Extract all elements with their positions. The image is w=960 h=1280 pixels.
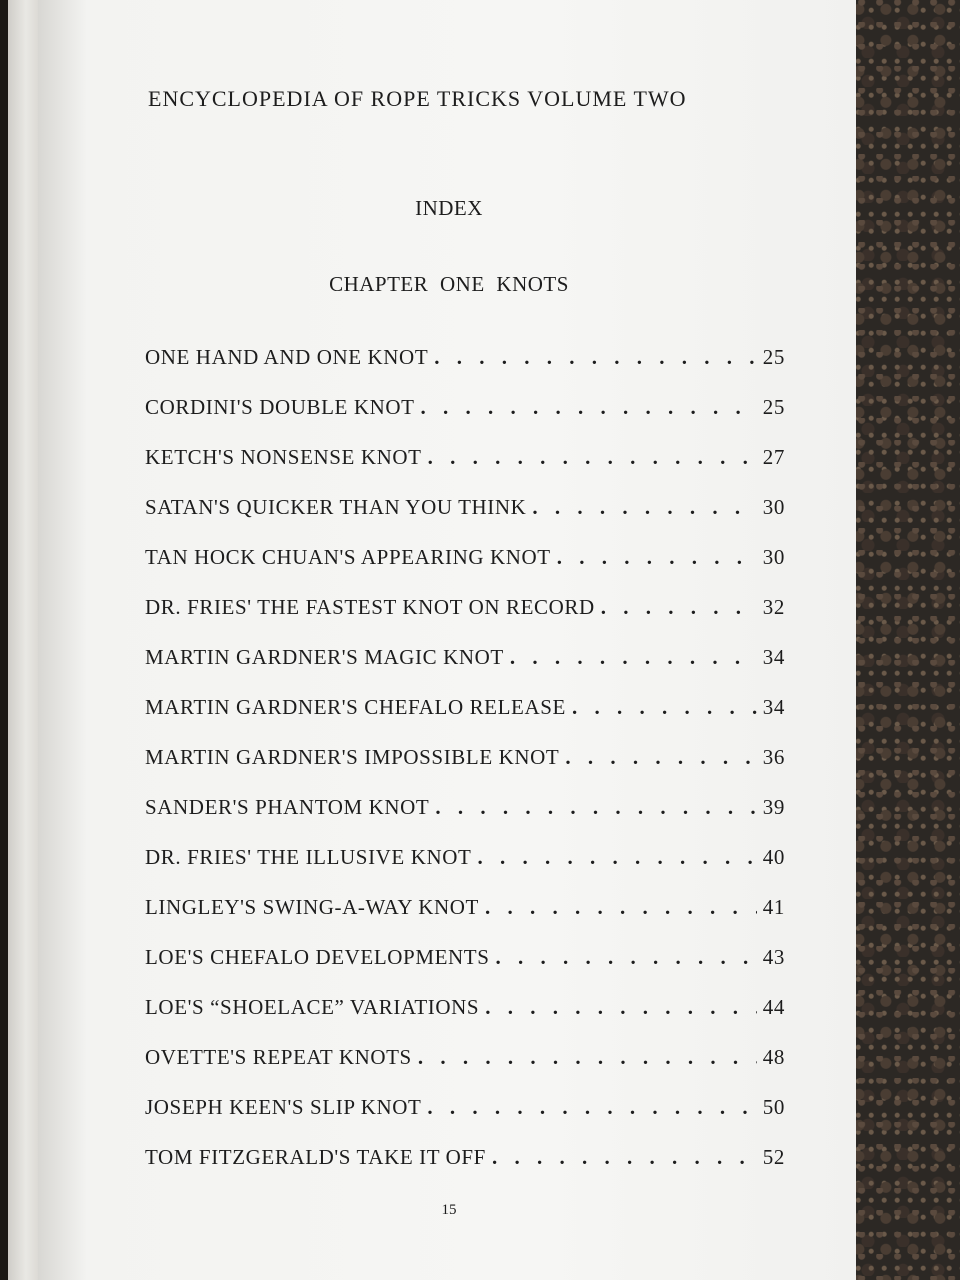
entry-title: JOSEPH KEEN'S SLIP KNOT (145, 1095, 422, 1119)
index-entries (145, 345, 785, 1195)
dot-leader (477, 845, 756, 870)
entry-page-number: 48 (762, 1045, 785, 1069)
entry-page-number: 30 (762, 545, 785, 569)
dot-leader (496, 945, 757, 970)
dot-leader (565, 745, 756, 770)
index-entry (145, 595, 785, 645)
running-head: ENCYCLOPEDIA OF ROPE TRICKS VOLUME TWO (148, 86, 687, 111)
index-entry (145, 495, 785, 545)
dot-leader (428, 445, 757, 470)
entry-page-number: 34 (762, 695, 785, 719)
index-entry (145, 845, 785, 895)
entry-page-number: 27 (762, 445, 785, 469)
entry-title: DR. FRIES' THE FASTEST KNOT ON RECORD (145, 595, 595, 619)
index-title: INDEX (415, 196, 483, 220)
dot-leader (510, 645, 757, 670)
page-number: 15 (441, 1202, 457, 1218)
entry-page-number: 25 (762, 395, 785, 419)
entry-title: MARTIN GARDNER'S CHEFALO RELEASE (145, 695, 566, 719)
entry-title: CORDINI'S DOUBLE KNOT (145, 395, 415, 419)
index-entry (145, 895, 785, 945)
index-entry (145, 1045, 785, 1095)
index-entry (145, 695, 785, 745)
index-entry (145, 645, 785, 695)
dot-leader (418, 1045, 757, 1070)
dot-leader (434, 345, 757, 370)
dot-leader (435, 795, 756, 820)
dot-leader (485, 895, 757, 920)
index-entry (145, 945, 785, 995)
entry-page-number: 52 (762, 1145, 785, 1169)
index-entry (145, 995, 785, 1045)
index-entry (145, 795, 785, 845)
background-edge (0, 0, 8, 1280)
entry-page-number: 40 (762, 845, 785, 869)
dot-leader (427, 1095, 756, 1120)
entry-title: KETCH'S NONSENSE KNOT (145, 445, 422, 469)
entry-page-number: 50 (762, 1095, 785, 1119)
dot-leader (532, 495, 756, 520)
chapter-title: CHAPTER ONE KNOTS (329, 272, 569, 296)
index-entry (145, 445, 785, 495)
entry-title: MARTIN GARDNER'S MAGIC KNOT (145, 645, 504, 669)
entry-title: OVETTE'S REPEAT KNOTS (145, 1045, 412, 1069)
index-entry (145, 1095, 785, 1145)
entry-page-number: 39 (762, 795, 785, 819)
dot-leader (557, 545, 757, 570)
index-entry (145, 395, 785, 445)
entry-title: LOE'S “SHOELACE” VARIATIONS (145, 995, 480, 1019)
book-page (38, 0, 856, 1280)
entry-title: MARTIN GARDNER'S IMPOSSIBLE KNOT (145, 745, 560, 769)
entry-page-number: 25 (762, 345, 785, 369)
index-entry (145, 545, 785, 595)
dot-leader (421, 395, 757, 420)
entry-page-number: 34 (762, 645, 785, 669)
countertop-background (840, 0, 960, 1280)
entry-title: ONE HAND AND ONE KNOT (145, 345, 429, 369)
entry-title: LINGLEY'S SWING-A-WAY KNOT (145, 895, 479, 919)
entry-title: DR. FRIES' THE ILLUSIVE KNOT (145, 845, 472, 869)
dot-leader (601, 595, 757, 620)
entry-page-number: 43 (762, 945, 785, 969)
entry-title: SATAN'S QUICKER THAN YOU THINK (145, 495, 527, 519)
index-entry (145, 345, 785, 395)
dot-leader (485, 995, 757, 1020)
entry-page-number: 30 (762, 495, 785, 519)
entry-title: TOM FITZGERALD'S TAKE IT OFF (145, 1145, 486, 1169)
index-entry (145, 745, 785, 795)
entry-title: TAN HOCK CHUAN'S APPEARING KNOT (145, 545, 551, 569)
entry-page-number: 41 (762, 895, 785, 919)
entry-page-number: 44 (762, 995, 785, 1019)
entry-title: LOE'S CHEFALO DEVELOPMENTS (145, 945, 490, 969)
entry-title: SANDER'S PHANTOM KNOT (145, 795, 430, 819)
entry-page-number: 36 (762, 745, 785, 769)
index-entry (145, 1145, 785, 1195)
facing-page-edge (8, 0, 38, 1280)
dot-leader (572, 695, 757, 720)
dot-leader (492, 1145, 757, 1170)
entry-page-number: 32 (762, 595, 785, 619)
